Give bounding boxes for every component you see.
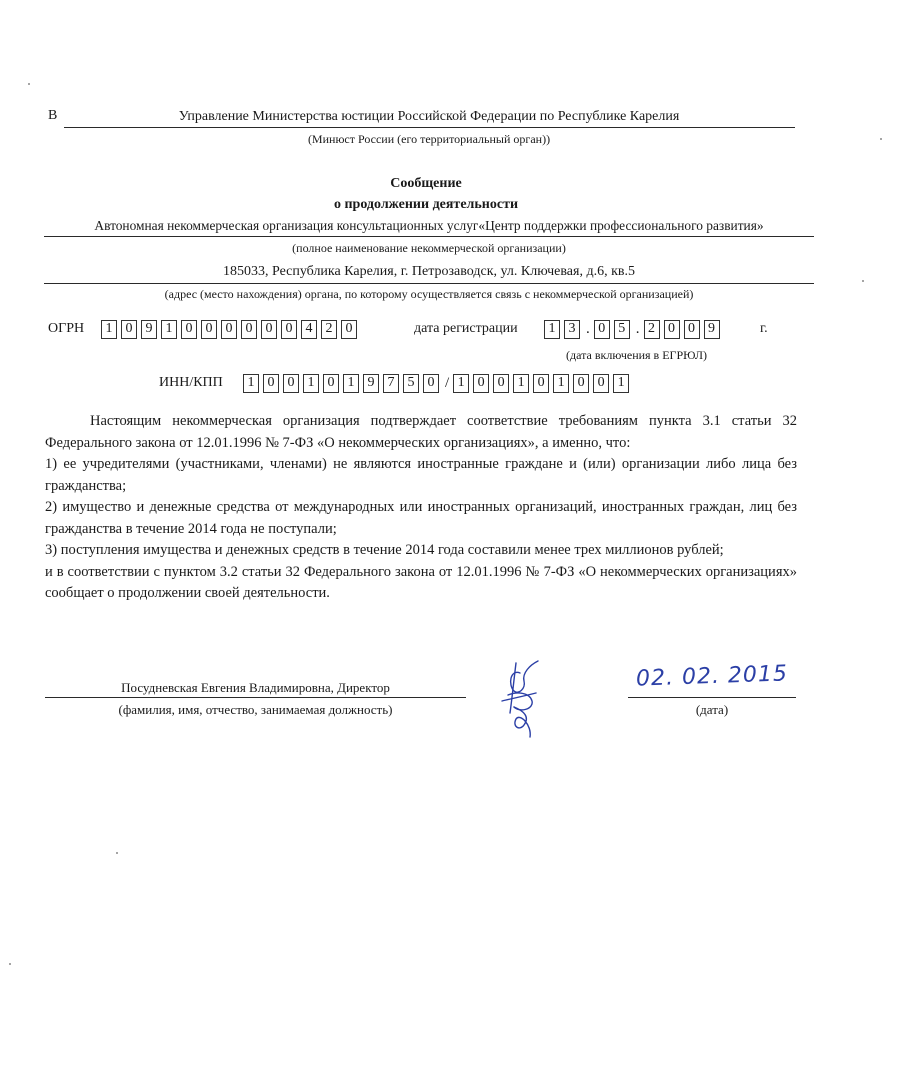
digit-cell: 2 xyxy=(321,320,337,339)
scan-speck xyxy=(116,852,118,854)
document-title: Сообщение xyxy=(390,176,462,191)
digit-cell: 0 xyxy=(263,374,279,393)
digit-cell: 0 xyxy=(423,374,439,393)
digit-cell: 0 xyxy=(121,320,137,339)
date-underline xyxy=(628,697,796,698)
digit-cell: 9 xyxy=(704,320,720,339)
signatory-caption: (фамилия, имя, отчество, занимаемая должность) xyxy=(118,702,393,717)
digit-cell: 1 xyxy=(343,374,359,393)
date-caption: (дата) xyxy=(695,702,729,717)
digit-cell: 1 xyxy=(243,374,259,393)
registration-date-caption: (дата включения в ЕГРЮЛ) xyxy=(566,348,708,362)
inn-kpp-label: ИНН/КПП xyxy=(159,375,223,390)
recipient-name: Управление Министерства юстиции Российской Федерации по Республике Карелия xyxy=(178,109,680,124)
scan-speck xyxy=(880,138,882,140)
digit-cell: 9 xyxy=(363,374,379,393)
inn-kpp-digits xyxy=(243,372,633,394)
digit-cell: 5 xyxy=(403,374,419,393)
registration-date-label: дата регистрации xyxy=(414,321,518,336)
handwritten-date: 02. 02. 2015 xyxy=(635,661,789,692)
body-text xyxy=(45,411,797,605)
digit-cell: 0 xyxy=(341,320,357,339)
digit-cell: 1 xyxy=(513,374,529,393)
digit-cell: 9 xyxy=(141,320,157,339)
digit-cell: 0 xyxy=(573,374,589,393)
organization-address-caption: (адрес (место нахождения) органа, по которому осуществляется связь с некоммерческой организацией) xyxy=(164,287,694,301)
digit-cell: 0 xyxy=(221,320,237,339)
organization-name-underline xyxy=(44,236,814,237)
scan-speck xyxy=(9,963,11,965)
digit-cell: 0 xyxy=(664,320,680,339)
recipient-underline xyxy=(64,127,795,128)
year-suffix: г. xyxy=(760,321,768,336)
digit-cell: 0 xyxy=(323,374,339,393)
digit-cell: 1 xyxy=(303,374,319,393)
organization-name: Автономная некоммерческая организация консультационных услуг«Центр поддержки профессионального развития» xyxy=(94,218,764,233)
digit-cell: 1 xyxy=(544,320,560,339)
recipient-prefix: В xyxy=(48,108,58,123)
scan-speck xyxy=(28,83,30,85)
document-subtitle: о продолжении деятельности xyxy=(333,197,519,212)
registration-date xyxy=(544,318,724,340)
signatory-name: Посудневская Евгения Владимировна, Директор xyxy=(121,680,390,695)
digit-cell: 2 xyxy=(644,320,660,339)
digit-cell: 7 xyxy=(383,374,399,393)
digit-cell: 0 xyxy=(201,320,217,339)
separator: . xyxy=(635,320,640,337)
digit-cell: 3 xyxy=(564,320,580,339)
digit-cell: 0 xyxy=(594,320,610,339)
digit-cell: 0 xyxy=(593,374,609,393)
ogrn-digits xyxy=(101,318,361,340)
paragraph-item-1: 1) ее учредителями (участниками, членами) не являются иностранные граждане и (или) организации либо лица без гражданства; xyxy=(45,456,797,494)
digit-cell: 0 xyxy=(684,320,700,339)
paragraph-item-2: 2) имущество и денежные средства от международных или иностранных организаций, иностранных граждан, лиц без гражданства в течение 2014 года не поступали; xyxy=(45,499,797,537)
paragraph-item-3: 3) поступления имущества и денежных средств в течение 2014 года составили менее трех миллионов рублей; xyxy=(45,542,724,558)
paragraph-confirmation: Настоящим некоммерческая организация подтверждает соответствие требованиям пункта 3.1 статьи 32 Федерального закона от 12.01.1996 № 7-ФЗ «О некоммерческих организациях», а именно, что: xyxy=(45,413,797,451)
digit-cell: 4 xyxy=(301,320,317,339)
paragraph-conclusion: и в соответствии с пунктом 3.2 статьи 32 Федерального закона от 12.01.1996 № 7-ФЗ «О некоммерческих организациях» сообщает о продолжении своей деятельности. xyxy=(45,563,797,601)
separator: / xyxy=(445,374,450,391)
digit-cell: 0 xyxy=(473,374,489,393)
ogrn-label: ОГРН xyxy=(48,321,85,336)
digit-cell: 5 xyxy=(614,320,630,339)
handwritten-signature xyxy=(490,655,560,740)
separator: . xyxy=(586,320,590,337)
digit-cell: 1 xyxy=(161,320,177,339)
digit-cell: 0 xyxy=(493,374,509,393)
organization-address-underline xyxy=(44,283,814,284)
digit-cell: 1 xyxy=(553,374,569,393)
scan-speck xyxy=(862,280,864,282)
organization-address: 185033, Республика Карелия, г. Петрозаводск, ул. Ключевая, д.6, кв.5 xyxy=(222,264,635,279)
digit-cell: 0 xyxy=(241,320,257,339)
digit-cell: 1 xyxy=(453,374,469,393)
digit-cell: 0 xyxy=(261,320,277,339)
digit-cell: 1 xyxy=(101,320,117,339)
recipient-caption: (Минюст России (его территориальный орган)) xyxy=(307,132,551,146)
digit-cell: 0 xyxy=(281,320,297,339)
digit-cell: 1 xyxy=(613,374,629,393)
digit-cell: 0 xyxy=(181,320,197,339)
organization-name-caption: (полное наименование некоммерческой организации) xyxy=(292,241,566,255)
signatory-underline xyxy=(45,697,466,698)
digit-cell: 0 xyxy=(533,374,549,393)
digit-cell: 0 xyxy=(283,374,299,393)
